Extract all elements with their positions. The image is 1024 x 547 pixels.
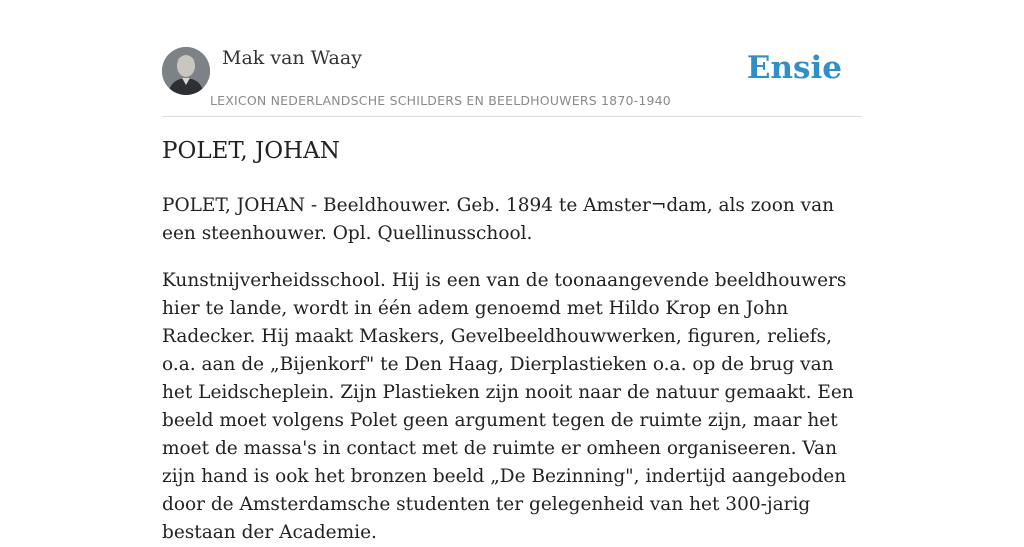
- article-paragraph-1: POLET, JOHAN - Beeldhouwer. Geb. 1894 te Amster¬dam, als zoon van een steenhouwer. Opl. Quellinusschool.: [162, 195, 835, 244]
- portrait-image: [162, 47, 210, 95]
- page-header: [162, 46, 862, 117]
- author-name[interactable]: Mak van Waay: [222, 47, 362, 69]
- article-paragraph-2: Kunstnijverheidsschool. Hij is een van de toonaangevende beeldhouwers hier te lande, wordt in één adem genoemd met Hildo Krop en John Radecker. Hij maakt Maskers, Gevelbeeldhouwwerken, figuren, reliefs, o.a. aan de „Bijenkorf" te Den Haag, Dierplastieken o.a. op de brug van het Leidscheplein. Zijn Plastieken zijn nooit naar de natuur gemaakt. Een beeld moet volgens Polet geen argument tegen de ruimte zijn, maar het moet de massa's in contact met de ruimte er omheen organiseeren. Van zijn hand is ook het bronzen beeld „De Bezinning", indertijd aangeboden door de Amsterdamsche studenten ter gelegenheid van het 300-jarig bestaan der Academie.: [162, 270, 854, 543]
- author-avatar[interactable]: [162, 47, 210, 95]
- ensie-logo[interactable]: Ensie: [746, 50, 842, 86]
- source-title[interactable]: LEXICON NEDERLANDSCHE SCHILDERS EN BEELDHOUWERS 1870-1940: [210, 93, 671, 108]
- page-title: POLET, JOHAN: [162, 138, 340, 164]
